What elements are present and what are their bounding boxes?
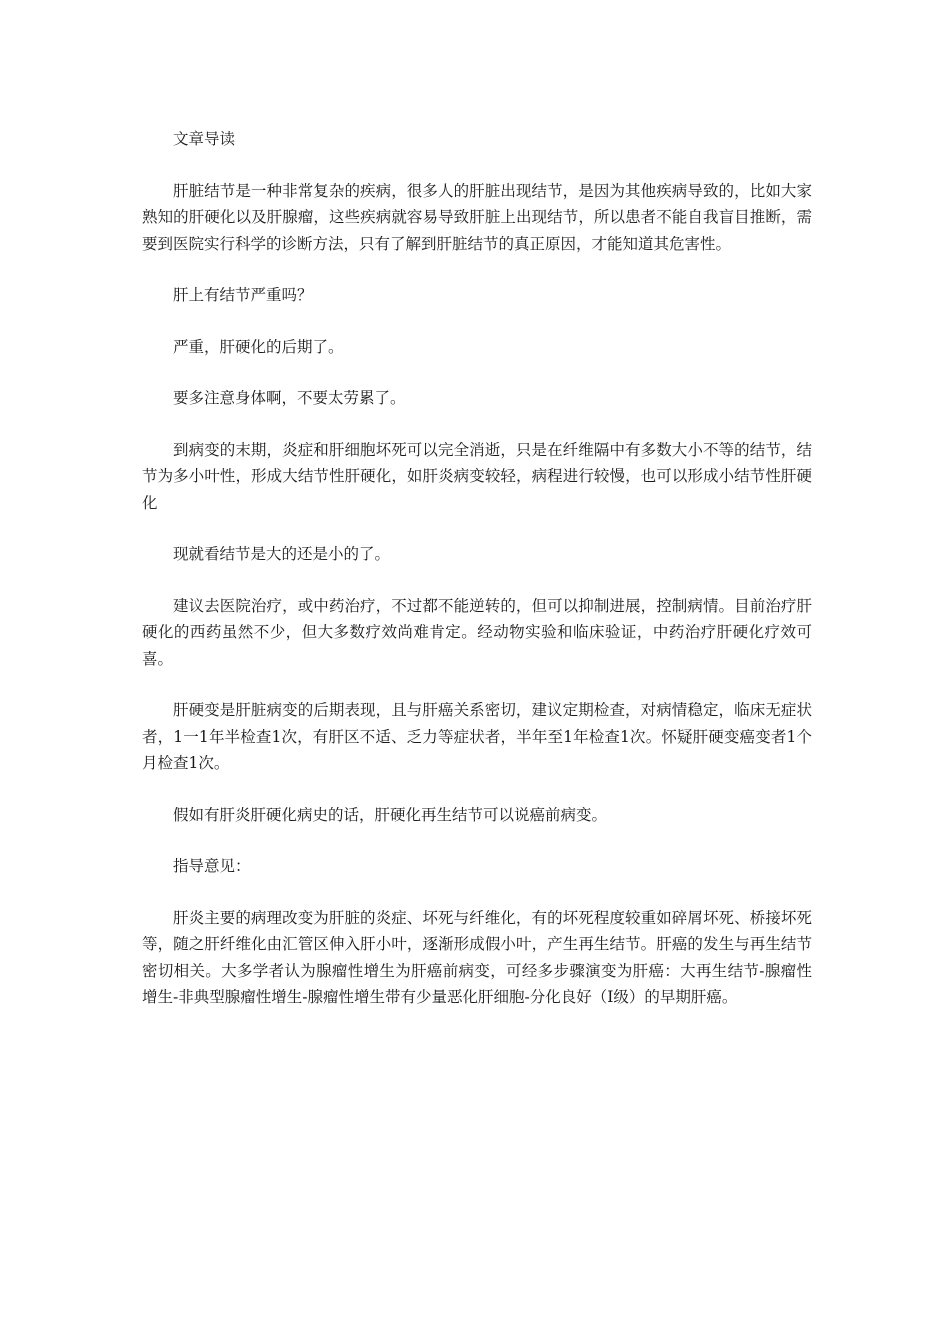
answer-paragraph-3: 到病变的末期，炎症和肝细胞坏死可以完全消逝，只是在纤维隔中有多数大小不等的结节，结节为多小叶性，形成大结节性肝硬化，如肝炎病变较轻，病程进行较慢，也可以形成小结节性肝硬化 [142, 440, 812, 512]
guidance-heading: 指导意见： [173, 857, 251, 875]
answer-paragraph-2: 要多注意身体啊，不要太劳累了。 [173, 389, 406, 407]
guidance-paragraph: 肝炎主要的病理改变为肝脏的炎症、坏死与纤维化，有的坏死程度较重如碎屑坏死、桥接坏死等，随之肝纤维化由汇管区伸入肝小叶，逐渐形成假小叶，产生再生结节。肝癌的发生与再生结节密切相关。大多学者认为腺瘤性增生为肝癌前病变，可经多步骤演变为肝癌：大再生结节-腺瘤性增生-非典型腺瘤性增生-腺瘤性增生带有少量恶化肝细胞-分化良好（I级）的早期肝癌。 [142, 908, 812, 1006]
question-heading: 肝上有结节严重吗？ [173, 286, 313, 304]
section-heading-article-intro: 文章导读 [173, 130, 236, 148]
answer-paragraph-5: 建议去医院治疗，或中药治疗，不过都不能逆转的，但可以抑制进展，控制病情。目前治疗肝硬化的西药虽然不少，但大多数疗效尚难肯定。经动物实验和临床验证，中药治疗肝硬化疗效可喜。 [142, 596, 812, 668]
paragraph-intro: 肝脏结节是一种非常复杂的疾病，很多人的肝脏出现结节，是因为其他疾病导致的，比如大家熟知的肝硬化以及肝腺瘤，这些疾病就容易导致肝脏上出现结节，所以患者不能自我盲目推断，需要到医院实行科学的诊断方法，只有了解到肝脏结节的真正原因，才能知道其危害性。 [142, 181, 812, 253]
document-body [142, 126, 812, 1036]
answer-paragraph-4: 现就看结节是大的还是小的了。 [173, 545, 391, 563]
answer-paragraph-1: 严重，肝硬化的后期了。 [173, 337, 344, 356]
answer-paragraph-6: 肝硬变是肝脏病变的后期表现，且与肝癌关系密切，建议定期检查，对病情稳定，临床无症状者，1一1年半检查1次，有肝区不适、乏力等症状者，半年至1年检查1次。怀疑肝硬变癌变者1个月检查1次。 [142, 701, 812, 772]
answer-paragraph-7: 假如有肝炎肝硬化病史的话，肝硬化再生结节可以说癌前病变。 [173, 805, 608, 824]
